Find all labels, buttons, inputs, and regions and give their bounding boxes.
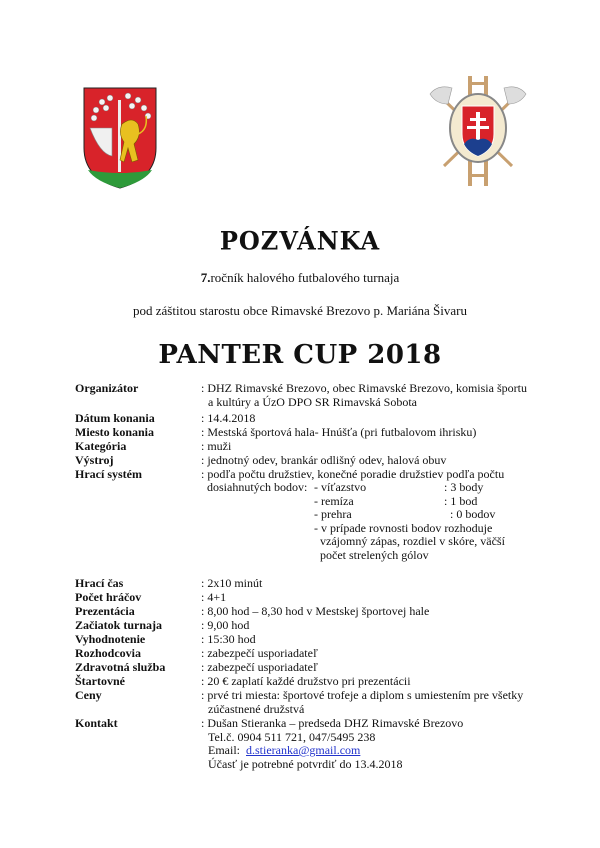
- detail-label: Prezentácia: [75, 604, 135, 618]
- municipal-coat-of-arms-icon: [82, 86, 158, 190]
- patronage-line: pod záštitou starostu obce Rimavské Brezovo p. Mariána Šivaru: [133, 303, 467, 318]
- detail-label: Hrací čas: [75, 576, 124, 590]
- points-item: - prehra: [314, 507, 352, 521]
- tiebreak-rule-cont: počet strelených gólov: [320, 547, 429, 562]
- detail-label: Ceny: [75, 688, 102, 702]
- detail-label: Počet hráčov: [75, 590, 142, 604]
- detail-value: : Mestská športová hala- Hnúšťa (pri futbalovom ihrisku): [201, 425, 477, 439]
- detail-value: : podľa počtu družstiev, konečné poradie družstiev podľa počtu: [201, 467, 505, 481]
- edition-number: 7.: [200, 270, 211, 285]
- points-block: [207, 481, 547, 562]
- detail-label: Vyhodnotenie: [75, 632, 146, 646]
- email-label: Email:: [208, 743, 240, 757]
- detail-value-cont: a kultúry a ÚzO DPO SR Rimavská Sobota: [208, 394, 417, 409]
- detail-value-cont: zúčastnené družstvá: [208, 701, 305, 716]
- detail-label: Hrací systém: [75, 467, 142, 481]
- detail-label: Kontakt: [75, 716, 118, 730]
- detail-label: Miesto konania: [75, 425, 155, 439]
- event-name: PANTER CUP 2018: [158, 340, 442, 370]
- detail-label: Zdravotná služba: [75, 660, 166, 674]
- detail-value: : DHZ Rimavské Brezovo, obec Rimavské Brezovo, komisia športu: [201, 381, 527, 395]
- detail-label: Začiatok turnaja: [75, 618, 162, 632]
- detail-label: Výstroj: [75, 453, 114, 467]
- contact-phone: Tel.č. 0904 511 721, 047/5495 238: [208, 729, 376, 744]
- edition-line: [0, 270, 600, 286]
- detail-value: : zabezpečí usporiadateľ: [201, 646, 318, 660]
- detail-value: : muži: [201, 439, 232, 453]
- detail-value: : jednotný odev, brankár odlišný odev, halová obuv: [201, 453, 447, 467]
- points-prefix: dosiahnutých bodov:: [207, 480, 308, 494]
- tiebreak-rule: - v prípade rovnosti bodov rozhoduje: [314, 520, 493, 535]
- detail-value: : 15:30 hod: [201, 632, 256, 646]
- points-value: : 0 bodov: [450, 507, 496, 521]
- fire-brigade-emblem-icon: [428, 74, 528, 194]
- edition-text: ročník halového futbalového turnaja: [210, 270, 400, 285]
- detail-value: : 14.4.2018: [201, 411, 256, 425]
- detail-value: : 8,00 hod – 8,30 hod v Mestskej športovej hale: [201, 604, 430, 618]
- points-item: - remíza: [314, 493, 354, 508]
- detail-label: Dátum konania: [75, 411, 155, 425]
- detail-label: Organizátor: [75, 381, 139, 395]
- detail-value: : zabezpečí usporiadateľ: [201, 660, 318, 674]
- detail-value: : 2x10 minút: [201, 576, 263, 590]
- email-link[interactable]: d.stieranka@gmail.com: [246, 743, 361, 757]
- invitation-title: POZVÁNKA: [219, 225, 381, 256]
- detail-value: : 4+1: [201, 590, 227, 604]
- contact-person: : Dušan Stieranka – predseda DHZ Rimavské Brezovo: [201, 716, 464, 730]
- detail-value: : 9,00 hod: [201, 618, 250, 632]
- points-item: - víťazstvo: [314, 480, 367, 494]
- confirmation-note: Účasť je potrebné potvrdiť do 13.4.2018: [208, 756, 403, 771]
- points-value: : 3 body: [444, 480, 484, 494]
- points-value: : 1 bod: [444, 493, 478, 508]
- detail-value: : prvé tri miesta: športové trofeje a diplom s umiestením pre všetky: [201, 688, 524, 702]
- detail-label: Rozhodcovia: [75, 646, 141, 660]
- detail-label: Kategória: [75, 439, 127, 453]
- detail-value: : 20 € zaplatí každé družstvo pri prezentácii: [201, 674, 411, 688]
- detail-label: Štartovné: [75, 674, 125, 688]
- tiebreak-rule-cont: vzájomný zápas, rozdiel v skóre, väčší: [320, 534, 505, 548]
